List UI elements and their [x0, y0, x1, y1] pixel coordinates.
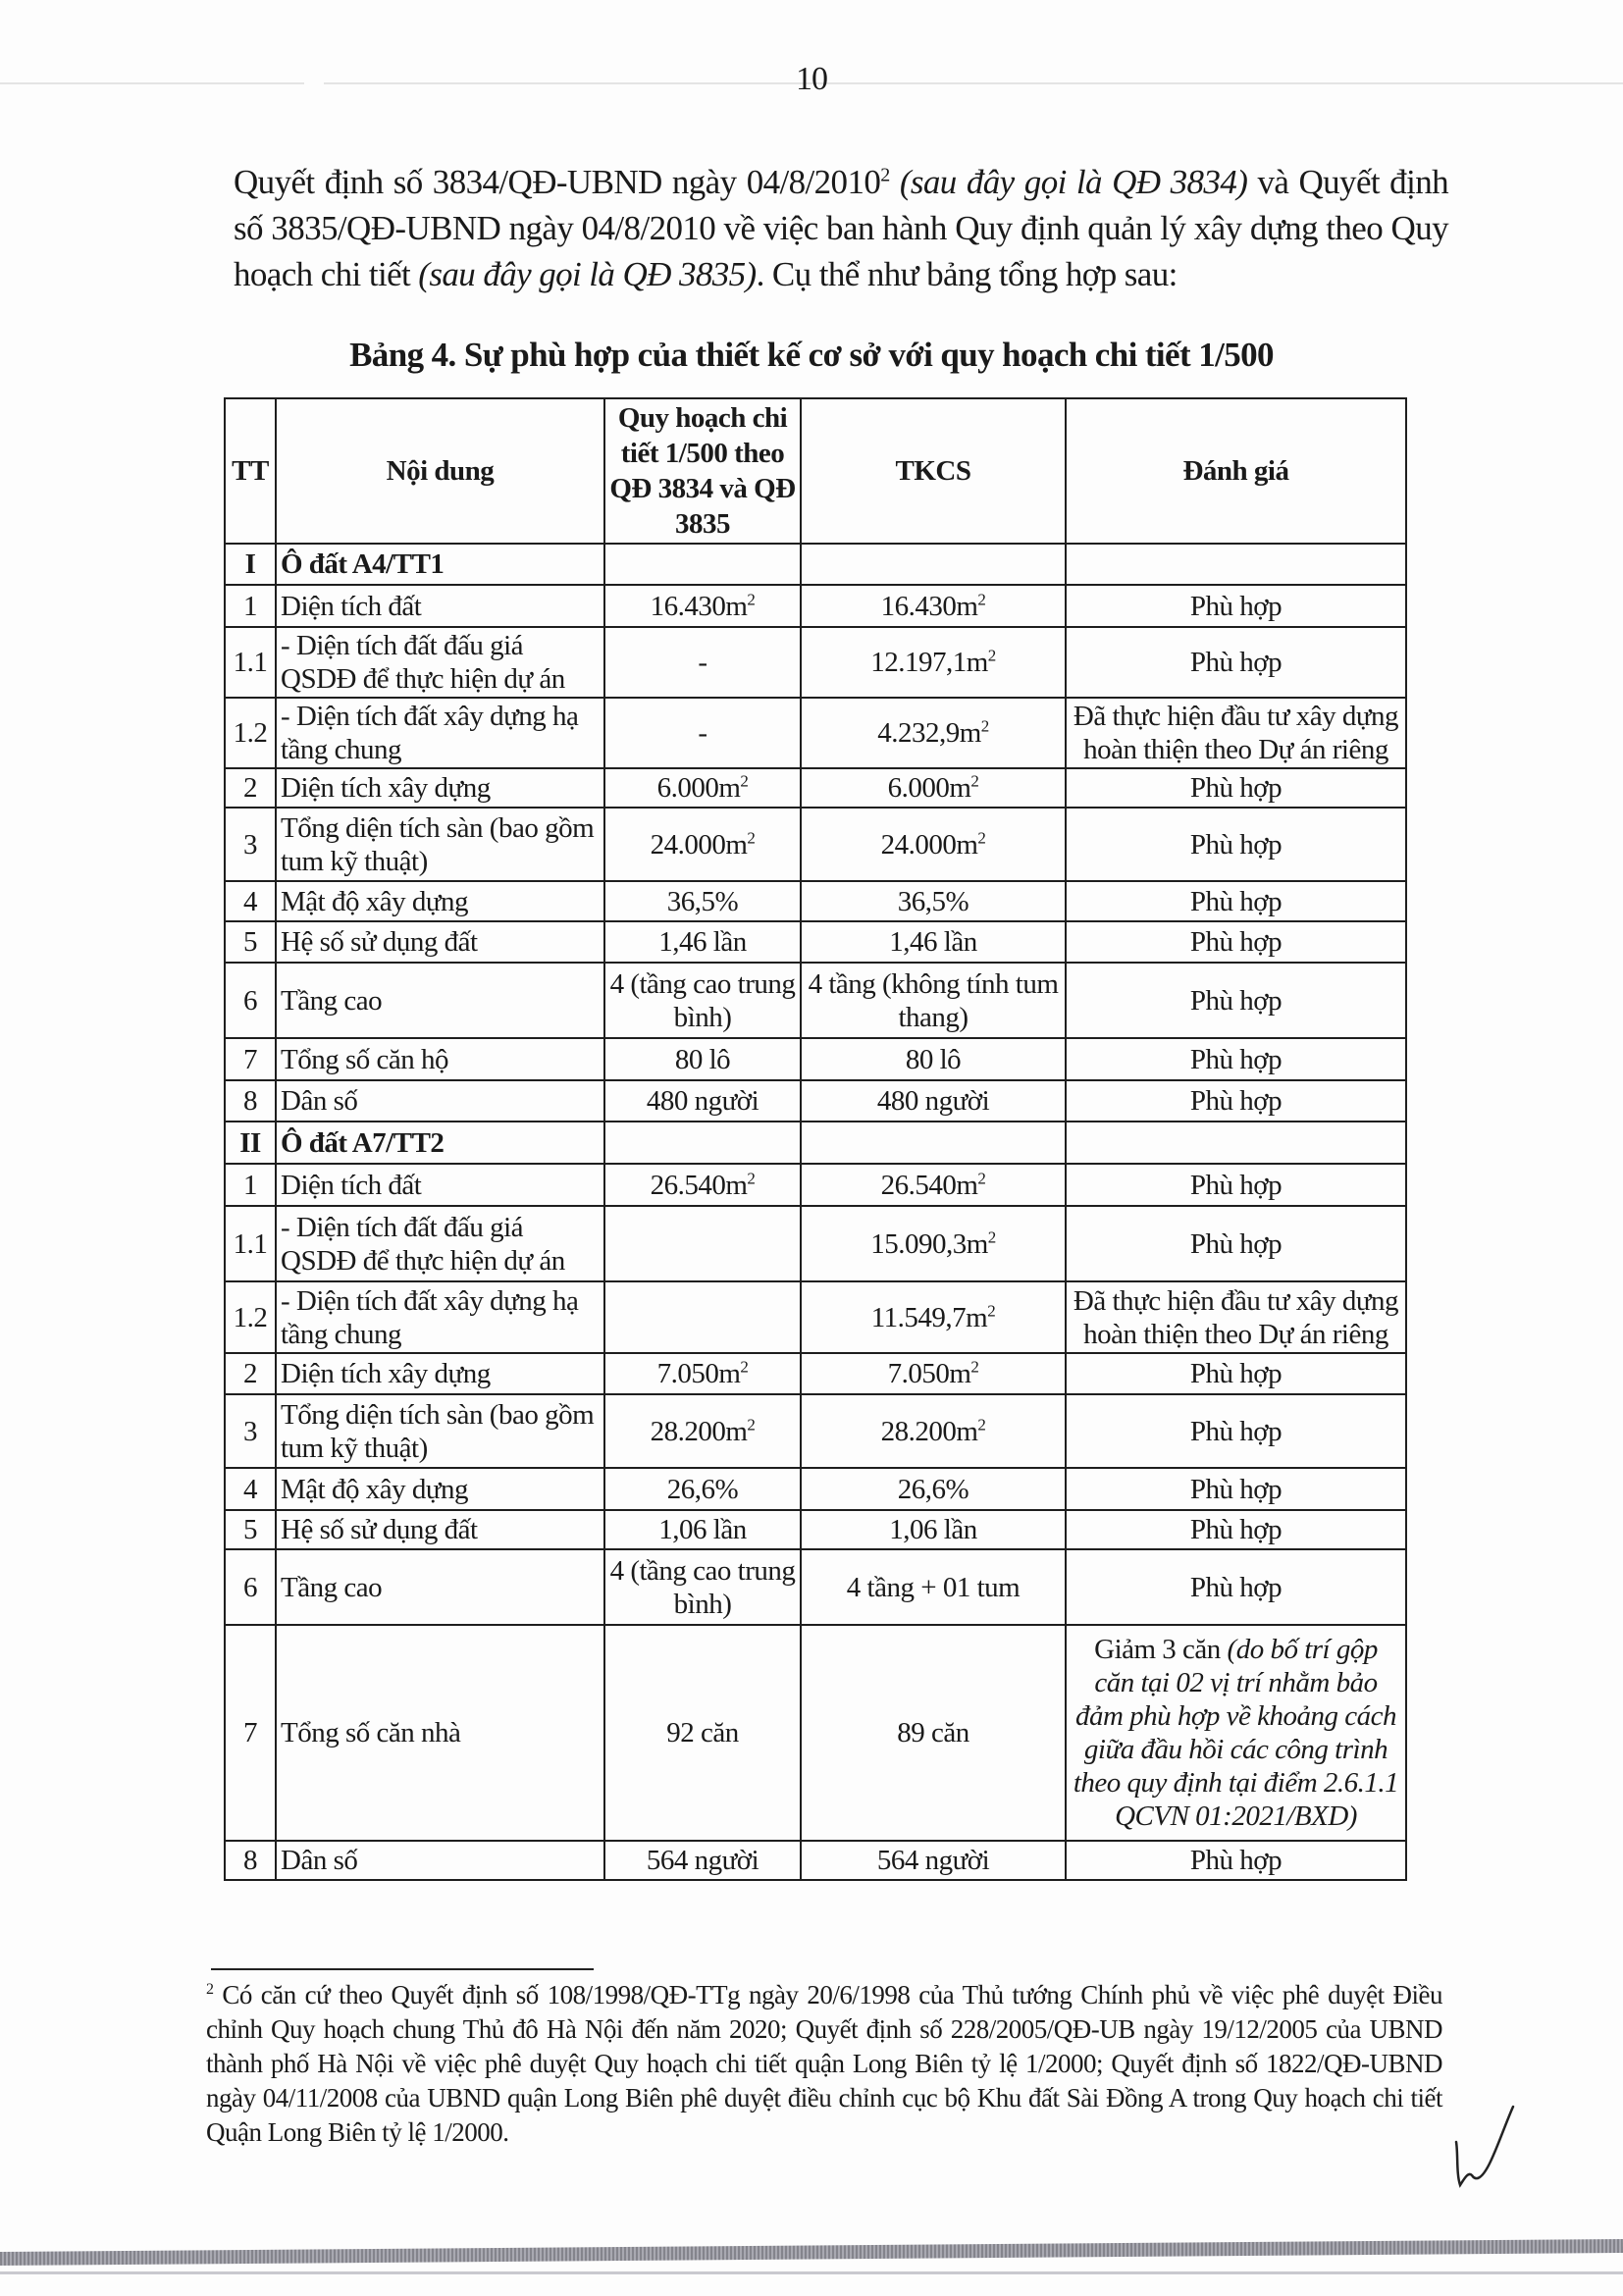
cell-tkcs	[801, 881, 1066, 921]
cell-noi-dung: Dân số	[276, 1841, 604, 1880]
cell-tt: 1.2	[225, 698, 276, 768]
quy-hoach-value: 16.430m	[650, 590, 748, 622]
table-row	[225, 1164, 1406, 1206]
danh-gia-text: Phù hợp	[1189, 1043, 1283, 1075]
table-title: Bảng 4. Sự phù hợp của thiết kế cơ sở với quy hoạch chi tiết 1/500	[349, 336, 1274, 374]
cell-tkcs	[801, 808, 1066, 881]
cell-tkcs	[801, 1038, 1066, 1080]
tkcs-value: 26,6%	[897, 1473, 969, 1505]
table-row	[225, 1353, 1406, 1394]
cell-quy-hoach	[604, 698, 801, 768]
cell-noi-dung: Tổng diện tích sàn (bao gồm tum kỹ thuật)	[276, 808, 604, 881]
cell-quy-hoach	[604, 963, 801, 1038]
cell-danh-gia	[1066, 921, 1406, 963]
table-row	[225, 963, 1406, 1038]
cell-quy-hoach	[604, 808, 801, 881]
cell-tkcs	[801, 627, 1066, 698]
cell-danh-gia	[1066, 1625, 1406, 1841]
danh-gia-text: Phù hợp	[1189, 885, 1283, 917]
unit-superscript: 2	[977, 1414, 986, 1434]
cell-tt: 3	[225, 808, 276, 881]
section-row	[225, 1122, 1406, 1164]
cell-danh-gia	[1066, 1164, 1406, 1206]
cell-tkcs	[801, 1510, 1066, 1549]
cell-quy-hoach	[604, 1394, 801, 1468]
unit-superscript: 2	[977, 589, 986, 608]
footnote-separator	[211, 1968, 594, 1970]
intro-paragraph	[234, 159, 1448, 297]
cell-quy-hoach	[604, 1353, 801, 1394]
table-row	[225, 768, 1406, 808]
cell-noi-dung: - Diện tích đất xây dựng hạ tầng chung	[276, 698, 604, 768]
empty-cell	[604, 544, 801, 585]
cell-quy-hoach	[604, 881, 801, 921]
cell-tkcs	[801, 1394, 1066, 1468]
empty-cell	[1066, 1122, 1406, 1164]
quy-hoach-value: 26.540m	[650, 1169, 748, 1201]
cell-danh-gia	[1066, 1549, 1406, 1625]
table-row	[225, 1625, 1406, 1841]
cell-danh-gia	[1066, 627, 1406, 698]
cell-tkcs	[801, 585, 1066, 627]
cell-quy-hoach	[604, 768, 801, 808]
tkcs-value: 6.000m	[887, 772, 971, 804]
danh-gia-text: Phù hợp	[1189, 1514, 1283, 1545]
cell-noi-dung: Tầng cao	[276, 1549, 604, 1625]
cell-tkcs	[801, 1164, 1066, 1206]
cell-noi-dung: Tầng cao	[276, 963, 604, 1038]
cell-noi-dung: Tổng số căn hộ	[276, 1038, 604, 1080]
page-number: 10	[796, 61, 827, 97]
quy-hoach-value: 564 người	[646, 1845, 759, 1876]
table-row	[225, 698, 1406, 768]
cell-noi-dung: - Diện tích đất đấu giá QSDĐ để thực hiện dự án	[276, 1206, 604, 1281]
tkcs-value: 89 căn	[897, 1717, 969, 1748]
intro-text-3: và Quyết định số 3835/QĐ-UBND ngày 04/8/2010 về việc ban hành Quy định quản lý xây dựng theo Quy hoạch chi tiết	[234, 163, 1448, 293]
table-row	[225, 881, 1406, 921]
danh-gia-text: Phù hợp	[1189, 772, 1283, 804]
tkcs-value: 36,5%	[897, 885, 969, 917]
tkcs-value: 7.050m	[887, 1358, 971, 1389]
unit-superscript: 2	[970, 1357, 979, 1377]
tkcs-value: 480 người	[876, 1085, 990, 1117]
tkcs-value: 15.090,3m	[870, 1227, 988, 1260]
cell-danh-gia	[1066, 963, 1406, 1038]
comparison-table	[224, 397, 1407, 1881]
cell-danh-gia	[1066, 1206, 1406, 1281]
cell-quy-hoach	[604, 921, 801, 963]
tkcs-value: 564 người	[876, 1845, 990, 1876]
cell-tkcs	[801, 963, 1066, 1038]
section-row	[225, 544, 1406, 585]
cell-quy-hoach	[604, 1080, 801, 1122]
cell-tkcs	[801, 1549, 1066, 1625]
cell-tkcs	[801, 1281, 1066, 1353]
cell-tkcs	[801, 768, 1066, 808]
cell-danh-gia	[1066, 585, 1406, 627]
unit-superscript: 2	[970, 771, 979, 791]
quy-hoach-value: 28.200m	[650, 1415, 748, 1447]
empty-cell	[801, 1122, 1066, 1164]
cell-danh-gia	[1066, 881, 1406, 921]
cell-tt: 4	[225, 1468, 276, 1510]
quy-hoach-value: 4 (tầng cao trung bình)	[609, 967, 796, 1033]
cell-noi-dung: - Diện tích đất đấu giá QSDĐ để thực hiện dự án	[276, 627, 604, 698]
danh-gia-text: Phù hợp	[1189, 828, 1283, 861]
header-tkcs: TKCS	[801, 398, 1066, 544]
cell-tkcs	[801, 1080, 1066, 1122]
quy-hoach-value: 80 lô	[674, 1043, 731, 1075]
tkcs-value: 28.200m	[880, 1415, 978, 1447]
unit-superscript: 2	[987, 646, 996, 665]
cell-danh-gia	[1066, 1281, 1406, 1353]
cell-noi-dung: Diện tích đất	[276, 585, 604, 627]
cell-tt: 6	[225, 1549, 276, 1625]
danh-gia-text: Phù hợp	[1189, 590, 1283, 622]
cell-noi-dung: Mật độ xây dựng	[276, 1468, 604, 1510]
danh-gia-text: Phù hợp	[1189, 1415, 1283, 1447]
cell-tkcs	[801, 1625, 1066, 1841]
intro-text-1: Quyết định số 3834/QĐ-UBND ngày 04/8/2010	[234, 163, 881, 201]
cell-tt: 1.1	[225, 627, 276, 698]
cell-quy-hoach	[604, 1549, 801, 1625]
section-number: II	[225, 1122, 276, 1164]
table-row	[225, 1468, 1406, 1510]
cell-quy-hoach	[604, 1510, 801, 1549]
quy-hoach-value: -	[698, 647, 707, 678]
tkcs-value: 80 lô	[905, 1043, 962, 1075]
danh-gia-note: (do bố trí gộp căn tại 02 vị trí nhằm bảo đảm phù hợp về khoảng cách giữa đầu hồi các công trình theo quy định tại điểm 2.6.1.1 QCVN 01:2021/BXD)	[1073, 1634, 1399, 1832]
empty-cell	[1066, 544, 1406, 585]
danh-gia-text: Phù hợp	[1189, 926, 1283, 958]
section-title: Ô đất A4/TT1	[276, 544, 604, 585]
cell-tt: 6	[225, 963, 276, 1038]
cell-tt: 1.2	[225, 1281, 276, 1353]
header-noi-dung: Nội dung	[276, 398, 604, 544]
danh-gia-text: Phù hợp	[1189, 647, 1283, 678]
section-title: Ô đất A7/TT2	[276, 1122, 604, 1164]
cell-tt: 2	[225, 768, 276, 808]
danh-gia-text: Phù hợp	[1189, 1358, 1283, 1389]
danh-gia-text: Phù hợp	[1189, 1845, 1283, 1876]
table-row	[225, 1281, 1406, 1353]
cell-tkcs	[801, 1353, 1066, 1394]
unit-superscript: 2	[740, 1357, 749, 1377]
quy-hoach-value: 92 căn	[666, 1717, 739, 1748]
cell-tkcs	[801, 1468, 1066, 1510]
cell-quy-hoach	[604, 1281, 801, 1353]
unit-superscript: 2	[977, 827, 986, 847]
cell-quy-hoach	[604, 1468, 801, 1510]
scan-edge-line	[0, 2271, 1623, 2274]
unit-superscript: 2	[747, 1168, 756, 1187]
cell-noi-dung: Tổng diện tích sàn (bao gồm tum kỹ thuật)	[276, 1394, 604, 1468]
cell-danh-gia	[1066, 698, 1406, 768]
unit-superscript: 2	[747, 1414, 756, 1434]
table-row	[225, 921, 1406, 963]
unit-superscript: 2	[747, 589, 756, 608]
cell-quy-hoach	[604, 1625, 801, 1841]
cell-danh-gia	[1066, 1080, 1406, 1122]
danh-gia-text: Phù hợp	[1189, 984, 1283, 1017]
tkcs-value: 4 tầng (không tính tum thang)	[808, 967, 1059, 1033]
table-row	[225, 1080, 1406, 1122]
cell-noi-dung: Diện tích xây dựng	[276, 768, 604, 808]
section-number: I	[225, 544, 276, 585]
cell-noi-dung: - Diện tích đất xây dựng hạ tầng chung	[276, 1281, 604, 1353]
cell-tt: 3	[225, 1394, 276, 1468]
cell-quy-hoach	[604, 1038, 801, 1080]
cell-danh-gia	[1066, 1510, 1406, 1549]
table-row	[225, 585, 1406, 627]
quy-hoach-value: 1,06 lần	[658, 1514, 747, 1545]
initial-signature	[1442, 2095, 1521, 2203]
quy-hoach-value: 6.000m	[656, 772, 741, 804]
cell-quy-hoach	[604, 1164, 801, 1206]
cell-noi-dung: Diện tích đất	[276, 1164, 604, 1206]
cell-noi-dung: Hệ số sử dụng đất	[276, 921, 604, 963]
tkcs-value: 4.232,9m	[877, 717, 981, 749]
tkcs-value: 1,46 lần	[889, 926, 977, 958]
unit-superscript: 2	[740, 771, 749, 791]
danh-gia-text: Giảm 3 căn	[1094, 1634, 1228, 1665]
footnote-text: Có căn cứ theo Quyết định số 108/1998/QĐ-TTg ngày 20/6/1998 của Thủ tướng Chính phủ về việc phê duyệt Điều chỉnh Quy hoạch chung Thủ đô Hà Nội đến năm 2020; Quyết định số 228/2005/QĐ-UB ngày 19/12/2005 của UBND thành phố Hà Nội về việc phê duyệt Quy hoạch chi tiết quận Long Biên tỷ lệ 1/2000; Quyết định số 1822/QĐ-UBND ngày 04/11/2008 của UBND quận Long Biên phê duyệt điều chỉnh cục bộ Khu đất Sài Đồng A trong Quy hoạch chi tiết Quận Long Biên tỷ lệ 1/2000.	[206, 1980, 1442, 2147]
tkcs-value: 11.549,7m	[870, 1301, 988, 1333]
cell-danh-gia	[1066, 808, 1406, 881]
table-row	[225, 1510, 1406, 1549]
cell-tt: 7	[225, 1038, 276, 1080]
table-row	[225, 1549, 1406, 1625]
quy-hoach-value: 480 người	[646, 1085, 759, 1117]
table-row	[225, 1394, 1406, 1468]
unit-superscript: 2	[987, 1226, 996, 1246]
cell-tt: 1	[225, 1164, 276, 1206]
tkcs-value: 24.000m	[880, 828, 978, 861]
cell-danh-gia	[1066, 768, 1406, 808]
cell-tt: 1.1	[225, 1206, 276, 1281]
cell-tt: 5	[225, 921, 276, 963]
tkcs-value: 12.197,1m	[870, 647, 988, 678]
tkcs-value: 26.540m	[880, 1169, 978, 1201]
quy-hoach-value: -	[698, 717, 707, 749]
footnote	[206, 1978, 1442, 2150]
header-quy-hoach: Quy hoạch chi tiết 1/500 theo QĐ 3834 và QĐ 3835	[604, 398, 801, 544]
table-row	[225, 1038, 1406, 1080]
cell-danh-gia	[1066, 1841, 1406, 1880]
footnote-reference: 2	[880, 164, 890, 186]
empty-cell	[801, 544, 1066, 585]
danh-gia-text: Đã thực hiện đầu tư xây dựng hoàn thiện theo Dự án riêng	[1073, 1284, 1399, 1350]
cell-tt: 2	[225, 1353, 276, 1394]
quy-hoach-value: 36,5%	[666, 885, 739, 917]
intro-text-2: (sau đây gọi là QĐ 3834)	[889, 163, 1248, 201]
cell-tt: 4	[225, 881, 276, 921]
danh-gia-text: Phù hợp	[1189, 1169, 1283, 1201]
cell-quy-hoach	[604, 1206, 801, 1281]
table-row	[225, 1206, 1406, 1281]
danh-gia-text: Đã thực hiện đầu tư xây dựng hoàn thiện theo Dự án riêng	[1073, 701, 1399, 765]
danh-gia-text: Phù hợp	[1189, 1085, 1283, 1117]
quy-hoach-value: 24.000m	[650, 828, 748, 861]
cell-tkcs	[801, 921, 1066, 963]
intro-text-5: . Cụ thể như bảng tổng hợp sau:	[756, 255, 1178, 293]
cell-tt: 7	[225, 1625, 276, 1841]
unit-superscript: 2	[987, 1300, 996, 1320]
cell-noi-dung: Diện tích xây dựng	[276, 1353, 604, 1394]
tkcs-value: 16.430m	[880, 590, 978, 622]
unit-superscript: 2	[980, 716, 989, 736]
cell-danh-gia	[1066, 1468, 1406, 1510]
cell-quy-hoach	[604, 1841, 801, 1880]
table-header-row	[225, 398, 1406, 544]
table-row	[225, 627, 1406, 698]
cell-tkcs	[801, 1841, 1066, 1880]
cell-danh-gia	[1066, 1394, 1406, 1468]
tkcs-value: 1,06 lần	[889, 1514, 977, 1545]
unit-superscript: 2	[747, 827, 756, 847]
unit-superscript: 2	[977, 1168, 986, 1187]
quy-hoach-value: 4 (tầng cao trung bình)	[609, 1554, 796, 1620]
danh-gia-text: Phù hợp	[1189, 1473, 1283, 1505]
intro-text-4: (sau đây gọi là QĐ 3835)	[418, 255, 757, 293]
cell-danh-gia	[1066, 1353, 1406, 1394]
danh-gia-text: Phù hợp	[1189, 1571, 1283, 1603]
scan-edge-band	[0, 2239, 1623, 2266]
cell-tt: 8	[225, 1080, 276, 1122]
cell-tkcs	[801, 1206, 1066, 1281]
cell-danh-gia	[1066, 1038, 1406, 1080]
table-row	[225, 808, 1406, 881]
cell-quy-hoach	[604, 627, 801, 698]
danh-gia-text: Phù hợp	[1189, 1227, 1283, 1260]
cell-tt: 8	[225, 1841, 276, 1880]
cell-tt: 5	[225, 1510, 276, 1549]
quy-hoach-value: 7.050m	[656, 1358, 741, 1389]
tkcs-value: 4 tầng + 01 tum	[846, 1571, 1021, 1603]
cell-tkcs	[801, 698, 1066, 768]
quy-hoach-value: 1,46 lần	[658, 926, 747, 958]
cell-noi-dung: Dân số	[276, 1080, 604, 1122]
table-row	[225, 1841, 1406, 1880]
header-danh-gia: Đánh giá	[1066, 398, 1406, 544]
cell-noi-dung: Hệ số sử dụng đất	[276, 1510, 604, 1549]
cell-noi-dung: Tổng số căn nhà	[276, 1625, 604, 1841]
cell-quy-hoach	[604, 585, 801, 627]
footnote-marker: 2	[206, 1981, 214, 1998]
cell-noi-dung: Mật độ xây dựng	[276, 881, 604, 921]
empty-cell	[604, 1122, 801, 1164]
header-tt: TT	[225, 398, 276, 544]
quy-hoach-value: 26,6%	[666, 1473, 739, 1505]
cell-tt: 1	[225, 585, 276, 627]
